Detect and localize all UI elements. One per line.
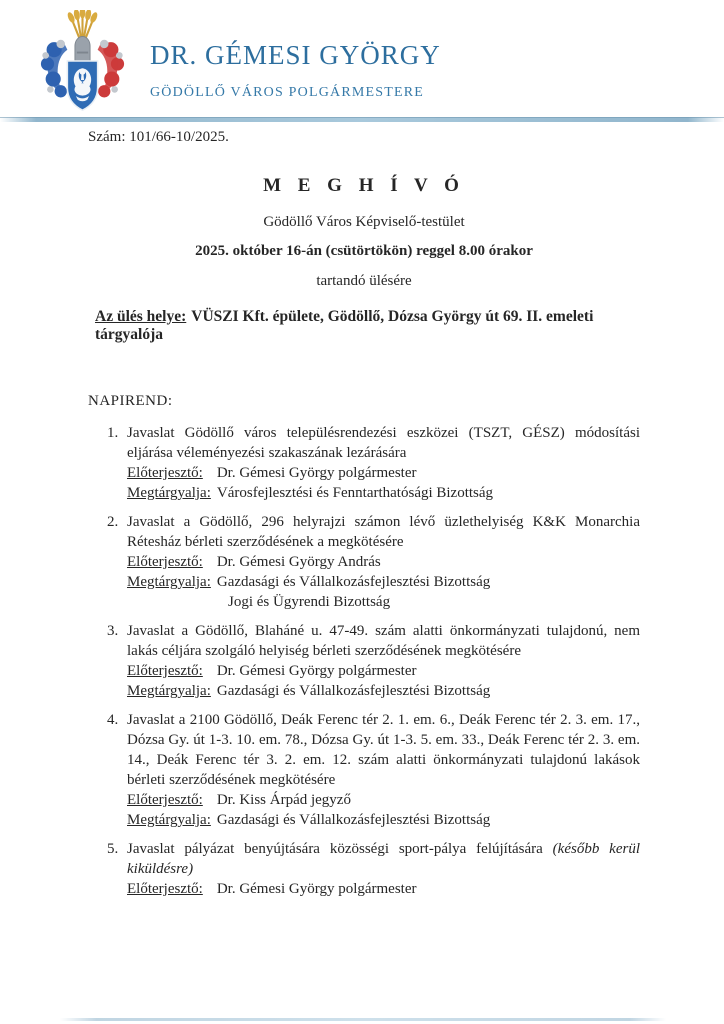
- presenter-label: Előterjesztő:: [127, 881, 203, 897]
- agenda-item-number: 5.: [107, 841, 119, 857]
- agenda-item-body: [127, 621, 640, 701]
- agenda-item-title: [127, 710, 640, 790]
- mayor-name: DR. GÉMESI GYÖRGY: [150, 40, 441, 70]
- agenda-list: [88, 423, 640, 899]
- agenda-heading: NAPIREND:: [88, 393, 173, 409]
- committee-line: [127, 810, 640, 830]
- meeting-type: tartandó ülésére: [316, 273, 412, 289]
- committee-name: Gazdasági és Vállalkozásfejlesztési Bizottság: [216, 574, 491, 590]
- meeting-location-value: VÜSZI Kft. épülete, Gödöllő, Dózsa György út 69. II. emeleti tárgyalója: [95, 308, 594, 343]
- agenda-item: [88, 621, 640, 701]
- presenter-label: Előterjesztő:: [127, 663, 203, 679]
- agenda-item: [88, 710, 640, 830]
- agenda-item: [88, 423, 640, 503]
- agenda-item-title: [127, 423, 640, 463]
- agenda-item-title: [127, 839, 640, 879]
- agenda-item-title-text: Javaslat pályázat benyújtására közösségi sport-pálya felújítására: [127, 841, 553, 857]
- agenda-item-title-note: (később kerül kiküldésre): [127, 841, 640, 877]
- meeting-location-label: Az ülés helye:: [95, 308, 187, 325]
- coat-of-arms-icon: [34, 10, 131, 114]
- presenter-name: Dr. Gémesi György polgármester: [216, 465, 417, 481]
- committee-line: [127, 681, 640, 701]
- committee-label: Megtárgyalja:: [127, 485, 211, 501]
- committee-name: Jogi és Ügyrendi Bizottság: [228, 594, 391, 610]
- agenda-item-body: [127, 423, 640, 503]
- council-name: Gödöllő Város Képviselő-testület: [263, 214, 465, 230]
- agenda-item-number: 1.: [107, 425, 119, 441]
- agenda-item-body: [127, 839, 640, 899]
- committee-name: Városfejlesztési és Fenntarthatósági Bizottság: [216, 485, 494, 501]
- presenter-line: [127, 790, 640, 810]
- mayor-title: GÖDÖLLŐ VÁROS POLGÁRMESTERE: [150, 85, 425, 100]
- committee-name: Gazdasági és Vállalkozásfejlesztési Bizottság: [216, 683, 491, 699]
- presenter-line: [127, 463, 640, 483]
- presenter-name: Dr. Gémesi György polgármester: [216, 663, 417, 679]
- presenter-line: [127, 552, 640, 572]
- presenter-name: Dr. Kiss Árpád jegyző: [216, 792, 351, 808]
- agenda-item-body: [127, 512, 640, 612]
- agenda-item-body: [127, 710, 640, 830]
- document-title: M E G H Í V Ó: [263, 175, 465, 196]
- committee-label: Megtárgyalja:: [127, 812, 211, 828]
- presenter-name: Dr. Gémesi György polgármester: [216, 881, 417, 897]
- agenda-item-number: 4.: [107, 712, 119, 728]
- agenda-item-title-text: Javaslat Gödöllő város településrendezési eszközei (TSZT, GÉSZ) módosítási eljárása véleményezési szakaszának lezárására: [127, 425, 640, 461]
- presenter-label: Előterjesztő:: [127, 792, 203, 808]
- footer-divider: [60, 1018, 666, 1021]
- document-number: Szám: 101/66-10/2025.: [88, 129, 229, 145]
- agenda-item-title-text: Javaslat a Gödöllő, 296 helyrajzi számon lévő üzlethelyiség K&K Monarchia Rétesház bérleti szerződésének a megkötésére: [127, 514, 640, 550]
- committee-line: [127, 572, 640, 592]
- presenter-name: Dr. Gémesi György András: [216, 554, 381, 570]
- agenda-item-title: [127, 621, 640, 661]
- agenda-item-number: 2.: [107, 514, 119, 530]
- agenda-item-title-text: Javaslat a 2100 Gödöllő, Deák Ferenc tér 2. 1. em. 6., Deák Ferenc tér 2. 3. em. 17., Dózsa Gy. út 1-3. 10. em. 78., Dózsa Gy. út 1-3. 5. em. 33., Deák Ferenc tér 2. 3. em. 14., Deák Ferenc tér 3. 2. em. 12. szám alatti önkormányzati tulajdonú lakások bérleti szerződésének megkötésére: [127, 712, 640, 788]
- committee-label: Megtárgyalja:: [127, 574, 211, 590]
- presenter-line: [127, 879, 640, 899]
- agenda-item-number: 3.: [107, 623, 119, 639]
- agenda-item: [88, 512, 640, 612]
- agenda-item-title-text: Javaslat a Gödöllő, Blaháné u. 47-49. szám alatti önkormányzati tulajdonú, nem lakás céljára szolgáló helyiség bérleti szerződésének megkötésére: [127, 623, 640, 659]
- committee-line: [127, 483, 640, 503]
- committee-label: Megtárgyalja:: [127, 683, 211, 699]
- meeting-datetime: 2025. október 16-án (csütörtökön) reggel 8.00 órakor: [195, 243, 533, 259]
- document-body: [88, 129, 640, 908]
- agenda-item-title: [127, 512, 640, 552]
- header-divider: [0, 117, 724, 122]
- committee-line-extra: [127, 592, 640, 612]
- agenda-item: [88, 839, 640, 899]
- letterhead: [0, 0, 724, 117]
- presenter-label: Előterjesztő:: [127, 465, 203, 481]
- presenter-line: [127, 661, 640, 681]
- presenter-label: Előterjesztő:: [127, 554, 203, 570]
- committee-name: Gazdasági és Vállalkozásfejlesztési Bizottság: [216, 812, 491, 828]
- meeting-location: [88, 308, 640, 344]
